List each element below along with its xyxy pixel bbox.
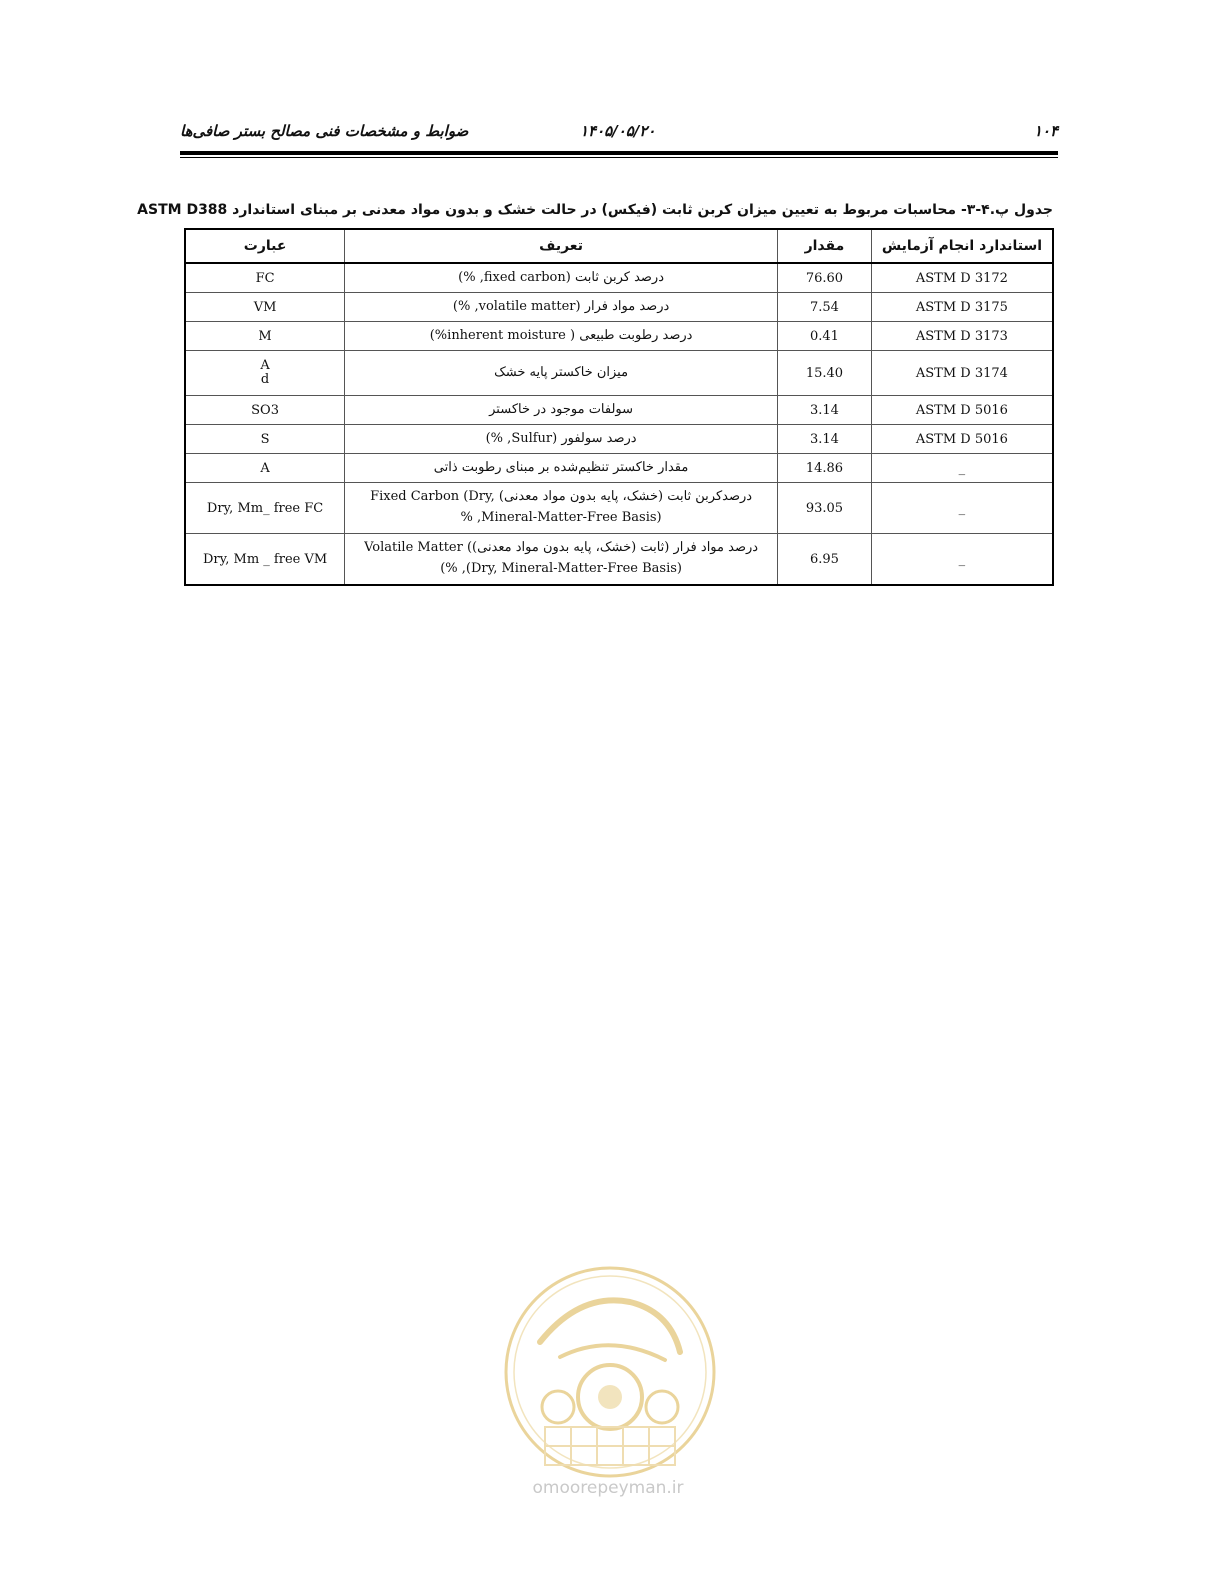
cell-definition: درصدکربن ثابت (خشک، پایه بدون مواد معدنی) Fixed Carbon (Dry, Mineral-Matter-Free Basis), % <box>345 483 778 534</box>
watermark-seal-icon <box>500 1262 720 1482</box>
header-rule-thick <box>180 151 1058 155</box>
cell-term: FC <box>185 263 345 293</box>
cell-value: 76.60 <box>778 263 872 293</box>
cell-standard: _ <box>871 534 1053 586</box>
header-value: مقدار <box>778 229 872 263</box>
page-number: ۱۰۴ <box>1033 122 1058 140</box>
cell-value: 3.14 <box>778 396 872 425</box>
document-date: ۱۴۰۵/۰۵/۲۰ <box>580 122 656 140</box>
table-row <box>185 293 1053 322</box>
table-caption: جدول پ.۴-۳- محاسبات مربوط به تعیین میزان کربن ثابت (فیکس) در حالت خشک و بدون مواد معدنی بر مبنای استاندارد ASTM D388 <box>137 202 1053 218</box>
header-definition: تعریف <box>345 229 778 263</box>
table-row <box>185 483 1053 534</box>
cell-standard: ASTM D 3172 <box>871 263 1053 293</box>
table-row <box>185 454 1053 483</box>
cell-term: Dry, Mm _ free VM <box>185 534 345 586</box>
cell-definition: درصد مواد فرار (ثابت (خشک، پایه بدون مواد معدنی)) Volatile Matter (Dry, Mineral-Matter-Free Basis), %) <box>345 534 778 586</box>
cell-term <box>185 351 345 396</box>
term-symbol: A <box>260 358 270 374</box>
table-row <box>185 396 1053 425</box>
cell-definition: درصد سولفور (Sulfur, %) <box>345 425 778 454</box>
cell-value: 93.05 <box>778 483 872 534</box>
fixed-carbon-table <box>184 228 1054 586</box>
table-row <box>185 425 1053 454</box>
cell-value: 14.86 <box>778 454 872 483</box>
cell-standard: ASTM D 3173 <box>871 322 1053 351</box>
cell-value: 6.95 <box>778 534 872 586</box>
cell-value: 3.14 <box>778 425 872 454</box>
cell-term: Dry, Mm_ free FC <box>185 483 345 534</box>
cell-term: SO3 <box>185 396 345 425</box>
cell-standard: ASTM D 5016 <box>871 425 1053 454</box>
cell-definition: درصد کربن ثابت (fixed carbon, %) <box>345 263 778 293</box>
cell-definition: سولفات موجود در خاکستر <box>345 396 778 425</box>
cell-term: A <box>185 454 345 483</box>
cell-standard: _ <box>871 483 1053 534</box>
cell-standard: ASTM D 5016 <box>871 396 1053 425</box>
header-rule-thin <box>180 157 1058 158</box>
table-row <box>185 322 1053 351</box>
cell-standard: ASTM D 3175 <box>871 293 1053 322</box>
cell-term: S <box>185 425 345 454</box>
cell-definition: مقدار خاکستر تنظیم‌شده بر مبنای رطوبت ذاتی <box>345 454 778 483</box>
cell-term: M <box>185 322 345 351</box>
cell-definition: میزان خاکستر پایه خشک <box>345 351 778 396</box>
watermark-logo <box>500 1262 720 1482</box>
header-standard: استاندارد انجام آزمایش <box>871 229 1053 263</box>
cell-value: 15.40 <box>778 351 872 396</box>
table-row <box>185 351 1053 396</box>
cell-standard: _ <box>871 454 1053 483</box>
watermark-site: omoorepeyman.ir <box>532 1478 684 1498</box>
cell-value: 0.41 <box>778 322 872 351</box>
cell-term: VM <box>185 293 345 322</box>
cell-definition: درصد رطوبت طبیعی ( inherent moisture%) <box>345 322 778 351</box>
cell-definition: درصد مواد فرار (volatile matter, %) <box>345 293 778 322</box>
header-term: عبارت <box>185 229 345 263</box>
table-row <box>185 263 1053 293</box>
cell-standard: ASTM D 3174 <box>871 351 1053 396</box>
table-header-row <box>185 229 1053 263</box>
cell-value: 7.54 <box>778 293 872 322</box>
page-header <box>180 118 1058 148</box>
term-subscript: d <box>260 372 270 387</box>
document-title: ضوابط و مشخصات فنی مصالح بستر صافی‌ها <box>180 122 469 140</box>
table-row <box>185 534 1053 586</box>
